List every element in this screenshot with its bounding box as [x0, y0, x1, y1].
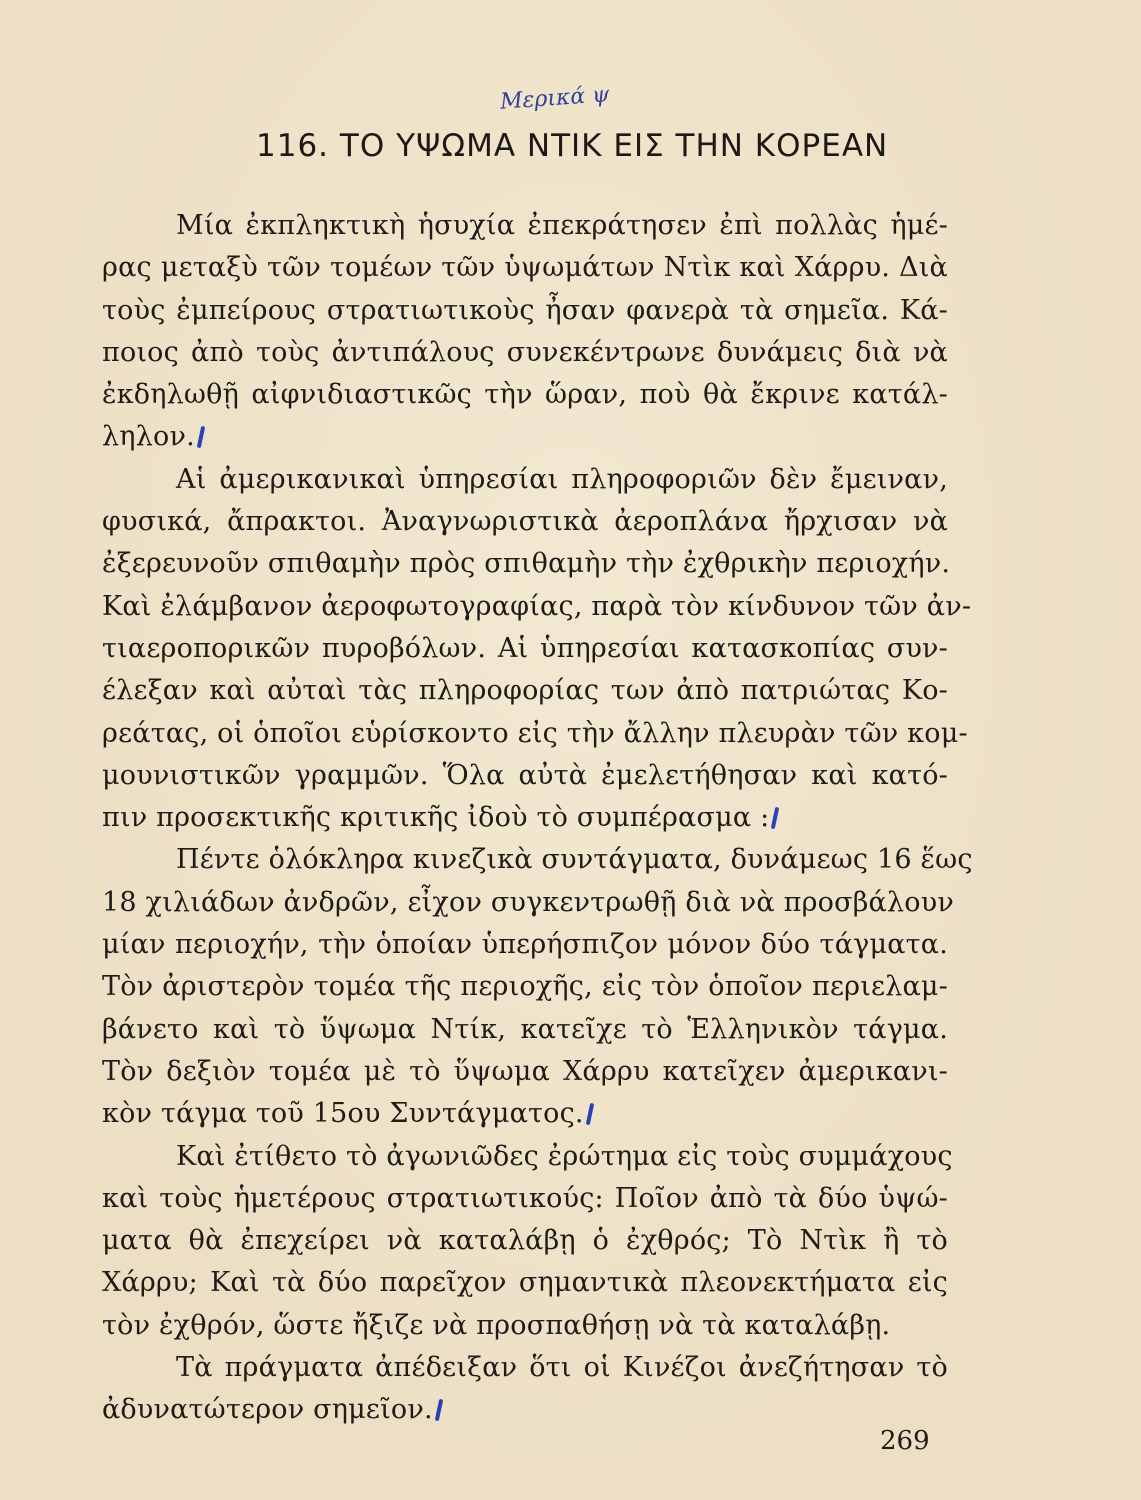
text-line: τοὺς ἐμπείρους στρατιωτικοὺς ἦσαν φανερὰ τὰ σημεῖα. Κά- — [102, 294, 948, 326]
text-line: Αἱ ἀμερικανικαὶ ὑπηρεσίαι πληροφοριῶν δὲν ἔμειναν, — [176, 463, 948, 495]
text-line: φυσικά, ἄπρακτοι. Ἀναγνωριστικὰ ἀεροπλάνα ἤρχισαν νὰ — [102, 506, 948, 538]
text-line: πιν προσεκτικῆς κριτικῆς ἰδοὺ τὸ συμπέρασμα : — [102, 797, 948, 839]
text-line: Μία ἐκπληκτικὴ ἡσυχία ἐπεκράτησεν ἐπὶ πολλὰς ἡμέ- — [176, 210, 948, 241]
text-line: Τὸν δεξιὸν τομέα μὲ τὸ ὕψωμα Χάρρυ κατεῖχεν ἀμερικανι- — [102, 1055, 948, 1087]
text-line: Τὰ πράγματα ἀπέδειξαν ὅτι οἱ Κινέζοι ἀνεζήτησαν τὸ — [176, 1352, 948, 1384]
ink-mark — [585, 1103, 593, 1125]
text-line: ἐκδηλωθῇ αἰφνιδιαστικῶς τὴν ὥραν, ποὺ θὰ ἔκρινε κατάλ- — [102, 379, 948, 411]
ink-mark — [771, 807, 779, 829]
text-line: 18 χιλιάδων ἀνδρῶν, εἶχον συγκεντρωθῇ διὰ νὰ προσβάλουν — [102, 886, 954, 918]
text-line: ἐξερευνοῦν σπιθαμὴν πρὸς σπιθαμὴν τὴν ἐχθρικὴν περιοχήν. — [102, 548, 951, 580]
text-line: τιαεροπορικῶν πυροβόλων. Αἱ ὑπηρεσίαι κατασκοπίας συν- — [102, 632, 948, 664]
ink-mark — [434, 1399, 442, 1421]
text-line: Τὸν ἀριστερὸν τομέα τῆς περιοχῆς, εἰς τὸν ὁποῖον περιελαμ- — [102, 971, 948, 1003]
text-line: τὸν ἐχθρόν, ὥστε ἤξιζε νὰ προσπαθήσῃ νὰ τὰ καταλάβῃ. — [102, 1309, 891, 1341]
text-line: ρεάτας, οἱ ὁποῖοι εὑρίσκοντο εἰς τὴν ἄλλην πλευρὰν τῶν κομ- — [102, 717, 968, 749]
text-line: ποιος ἀπὸ τοὺς ἀντιπάλους συνεκέντρωνε δυνάμεις διὰ νὰ — [102, 336, 948, 368]
ink-mark — [197, 426, 205, 448]
handwritten-annotation: Μερικά ψ — [499, 82, 611, 115]
text-line: ματα θὰ ἐπεχείρει νὰ καταλάβῃ ὁ ἐχθρός; Τὸ Ντὶκ ἢ τὸ — [102, 1225, 948, 1257]
text-line: Καὶ ἐλάμβανον ἀεροφωτογραφίας, παρὰ τὸν κίνδυνον τῶν ἀν- — [102, 590, 972, 622]
text-line: Καὶ ἐτίθετο τὸ ἀγωνιῶδες ἐρώτημα εἰς τοὺς συμμάχους — [176, 1140, 953, 1172]
text-line: Χάρρυ; Καὶ τὰ δύο παρεῖχον σημαντικὰ πλεονεκτήματα εἰς — [102, 1267, 948, 1299]
text-line: ρας μεταξὺ τῶν τομέων τῶν ὑψωμάτων Ντὶκ καὶ Χάρρυ. Διὰ — [102, 252, 948, 284]
text-line: ἀδυνατώτερον σημεῖον. — [102, 1389, 948, 1431]
text-line: βάνετο καὶ τὸ ὕψωμα Ντίκ, κατεῖχε τὸ Ἑλληνικὸν τάγμα. — [102, 1013, 948, 1045]
text-line: μουνιστικῶν γραμμῶν. Ὅλα αὐτὰ ἐμελετήθησαν καὶ κατό- — [102, 759, 948, 791]
text-line: έλεξαν καὶ αὐταὶ τὰς πληροφορίας των ἀπὸ πατριώτας Κο- — [102, 675, 948, 707]
text-line: Πέντε ὁλόκληρα κινεζικὰ συντάγματα, δυνάμεως 16 ἕως — [176, 844, 973, 876]
body-text — [102, 205, 973, 1432]
text-line: ληλον. — [102, 416, 948, 458]
page-number: 269 — [880, 1426, 930, 1456]
text-line: μίαν περιοχήν, τὴν ὁποίαν ὑπερήσπιζον μόνον δύο τάγματα. — [102, 929, 948, 961]
chapter-title: 116. ΤΟ ΥΨΩΜΑ ΝΤΙΚ ΕΙΣ ΤΗΝ ΚΟΡΕΑΝ — [256, 128, 889, 164]
text-line: καὶ τοὺς ἡμετέρους στρατιωτικούς: Ποῖον ἀπὸ τὰ δύο ὑψώ- — [102, 1182, 948, 1214]
text-line: κὸν τάγμα τοῦ 15ου Συντάγματος. — [102, 1093, 948, 1135]
